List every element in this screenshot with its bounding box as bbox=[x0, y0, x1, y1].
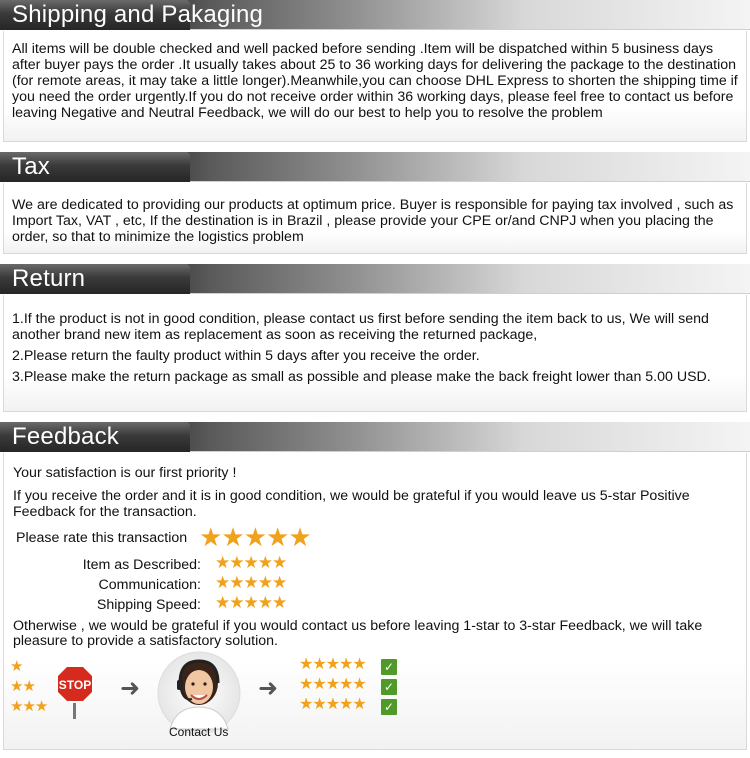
stop-sign-icon bbox=[54, 663, 96, 719]
tax-text: We are dedicated to providing our products at optimum price. Buyer is responsible for paying tax involved , such as Import Tax, VAT , etc, If the destination is in Brazil , please provide your CPE or/and CNPJ when you placing the order, so that to minimize the logistics problem bbox=[12, 197, 734, 245]
stop-sign-text: STOP bbox=[58, 678, 92, 692]
feedback-box bbox=[3, 453, 747, 750]
good-rating-stars: ★★★★★ bbox=[299, 676, 366, 693]
tax-header bbox=[0, 152, 750, 182]
criteria-stars: ★★★★★ bbox=[215, 593, 287, 612]
criteria-stars: ★★★★★ bbox=[215, 573, 287, 592]
feedback-otherwise: Otherwise , we would be grateful if you would contact us before leaving 1-star to 3-star Feedback, we will take pleasure to provide a satisfactory solution. bbox=[13, 618, 703, 649]
criteria-label: Shipping Speed: bbox=[96, 597, 201, 613]
criteria-row bbox=[4, 577, 201, 593]
criteria-row bbox=[4, 597, 201, 613]
shipping-header bbox=[0, 0, 750, 30]
criteria-label: Communication: bbox=[98, 577, 201, 593]
shipping-title: Shipping and Pakaging bbox=[12, 1, 264, 28]
bad-rating-stars: ★★ bbox=[10, 678, 35, 695]
good-rating-stars: ★★★★★ bbox=[299, 656, 366, 673]
contact-us-label[interactable]: Contact Us bbox=[169, 725, 229, 739]
feedback-header bbox=[0, 422, 750, 452]
shipping-box bbox=[3, 31, 747, 142]
arrow-right-icon: ➜ bbox=[258, 675, 279, 702]
bad-rating-stars: ★ bbox=[10, 658, 23, 675]
criteria-label: Item as Described: bbox=[82, 557, 201, 573]
return-item-3: 3.Please make the return package as small as possible and please make the back freight lower than 5.00 USD. bbox=[12, 369, 711, 385]
shipping-text: All items will be double checked and well packed before sending .Item will be dispatched within 5 business days after buyer pays the order .It usually takes about 25 to 36 working days for delivering the package to the destination (for remote areas, it may take a little longer).Meanwhile,you can choose DHL Express to shorten the shipping time if you need the order urgently.If you do not receive order within 36 working days, please feel free to contact us before leaving Negative and Neutral Feedback, we will do our best to help you to resolve the problem bbox=[12, 41, 738, 121]
return-box bbox=[3, 295, 747, 412]
return-item-1: 1.If the product is not in good condition, please contact us first before sending the item back to us, We will send another brand new item as replacement as soon as receiving the returned package, bbox=[12, 311, 709, 343]
criteria-stars: ★★★★★ bbox=[215, 553, 287, 572]
bad-rating-stars: ★★★ bbox=[10, 698, 48, 715]
checkmark-icon: ✓ bbox=[381, 699, 397, 715]
criteria-row bbox=[4, 557, 201, 573]
return-title: Return bbox=[12, 265, 86, 292]
checkmark-icon: ✓ bbox=[381, 679, 397, 695]
return-header bbox=[0, 264, 750, 294]
return-item-2: 2.Please return the faulty product within 5 days after you receive the order. bbox=[12, 348, 480, 364]
feedback-line-1: Your satisfaction is our first priority ! bbox=[13, 465, 237, 481]
rating-stars: ★★★★★ bbox=[199, 522, 311, 552]
arrow-right-icon: ➜ bbox=[120, 675, 141, 702]
checkmark-icon: ✓ bbox=[381, 659, 397, 675]
tax-box bbox=[3, 183, 747, 254]
feedback-title: Feedback bbox=[12, 423, 119, 450]
feedback-line-2: If you receive the order and it is in good condition, we would be grateful if you would leave us 5-star Positive Feedback for the transaction. bbox=[13, 488, 690, 520]
rate-label: Please rate this transaction bbox=[16, 530, 188, 546]
rate-transaction-row bbox=[16, 522, 311, 552]
good-rating-stars: ★★★★★ bbox=[299, 696, 366, 713]
tax-title: Tax bbox=[12, 153, 50, 180]
